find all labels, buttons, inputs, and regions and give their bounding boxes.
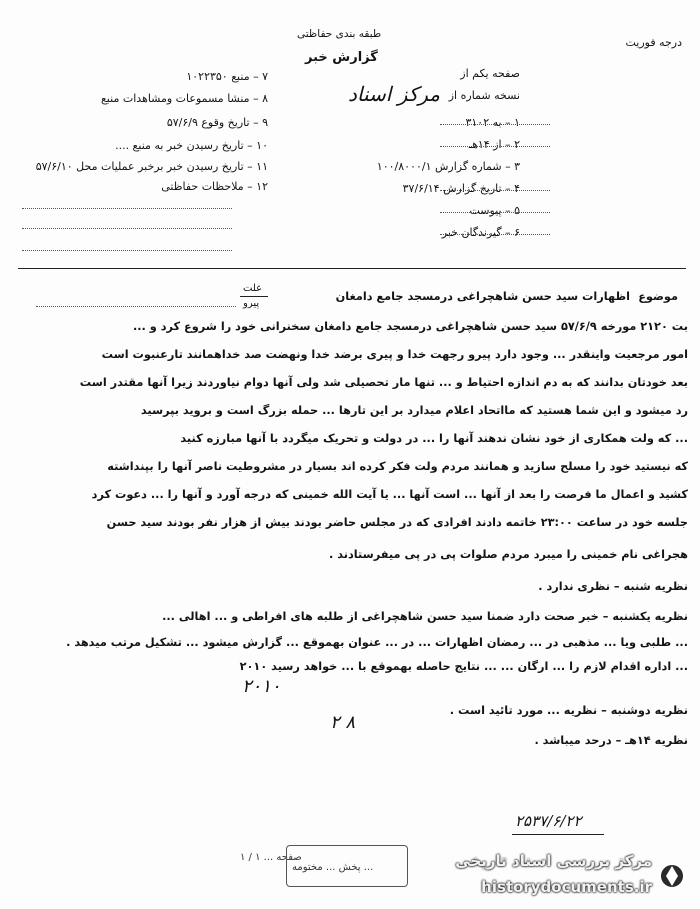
note-sunday-line-1: نظریه یکشنبه – خبر صحت دارد ضمنا سید حسن شاهچراغی از طلبه های افراطی و ... اهالی ... — [162, 610, 688, 623]
body-line-9: هجراغی نام خمینی را میبرد مردم صلوات پی در پی میفرستادند . — [329, 548, 688, 561]
form-title: گزارش خبر — [305, 50, 378, 65]
handwritten-date-stamp: ۲۵۳۷/۶/۲۲ — [515, 812, 582, 830]
watermark-logo-icon — [658, 858, 686, 894]
watermark-url: historydocuments.ir — [481, 878, 652, 896]
dotted-line — [440, 146, 550, 147]
right-field-copy: نسخه شماره از — [448, 89, 520, 102]
margin-note-bottom: پیرو — [243, 298, 260, 309]
body-line-4: رد میشود و این شما هستید که مااتحاد اعلام میدارد بر این تارها ... حمله بزرگ است و بروید بپرسید — [140, 404, 688, 417]
subject-label: موضوع — [638, 290, 678, 303]
body-line-3: بعد خودتان بدانند که به دم اندازه احتیاط و ... تنها مار تحصیلی شد ولی آنها دوام نیاوردند زیرا آنها مقتدر است — [79, 376, 688, 389]
body-line-6: که نیستید خود را مسلح سازید و همانند مردم ولت فکر کرده اند بسیار در مشروطیت ناصر آنها را بپنداشته — [107, 460, 688, 473]
left-field-security-notes: ۱۲ – ملاحظات حفاظتی — [161, 180, 268, 193]
footer-page-stamp: صفحه ... ۱ / ۱ — [240, 852, 302, 863]
left-field-receipt-date: ۱۰ – تاریخ رسیدن خبر به منبع .... — [115, 139, 268, 152]
right-field-attachment: ۵ – پیوست — [469, 204, 520, 217]
margin-note-divider — [240, 296, 268, 297]
body-line-2: امور مرجعیت واینقدر ... وجود دارد پیرو رجهت خدا و پیری برضد خدا ونهضت صد خداهمانند تارعنبوت است — [101, 348, 688, 361]
right-field-recipients: ۶ – گیرندگان خبر — [441, 226, 520, 239]
right-field-report-date: ۴ – تاریخ گزارش ۳۷/۶/۱۴ — [402, 182, 520, 195]
subject-dotted-line — [36, 306, 236, 307]
left-field-event-date: ۹ – تاریخ وقوع ۵۷/۶/۹ — [166, 116, 268, 129]
handwritten-number-mark: ۸ ۲ — [330, 712, 356, 733]
site-watermark — [398, 852, 688, 902]
footer-stamp-box — [286, 845, 408, 887]
right-field-report-number: ۳ – شماره گزارش ۱۰۰/۸۰۰۰/۱ — [376, 160, 520, 173]
note-sunday-line-2: ... طلبی ویا ... مذهبی در ... رمضان اظهارات ... در ... عنوان بهموقع ... گزارش میشود ... تشکیل مرتب میدهد . — [66, 636, 688, 649]
body-line-1: بت ۲۱۲۰ مورخه ۵۷/۶/۹ سید حسن شاهچراغی درمسجد جامع دامغان سخنرانی خود را شروع کرد و ... — [132, 320, 688, 333]
dotted-line — [22, 250, 232, 251]
dotted-line — [440, 190, 550, 191]
margin-note-top: علت — [243, 283, 263, 294]
body-line-8: جلسه خود در ساعت ۲۳:۰۰ خاتمه دادند افرادی که در مجلس حاضر بودند بیش از هزار نفر بودند سید حسن — [106, 516, 688, 529]
right-field-from: ۲ – از ۱۴هـ — [468, 138, 520, 151]
dotted-line — [22, 228, 232, 229]
right-handwriting: مرکز اسناد — [347, 82, 440, 106]
right-field-to: ۱ – به ۳۱۰۲ — [465, 116, 520, 129]
note-monday: نظریه دوشنبه – نظریه ... مورد تائید است . — [449, 704, 688, 717]
body-line-7: کشید و اعمال ما فرصت را بعد از آنها ... است آنها ... یا آیت الله خمینی که درجه آورد و آنها را ... دعوت کرد — [91, 488, 688, 501]
header-separator — [18, 268, 686, 269]
dotted-line — [440, 212, 550, 213]
date-underline — [512, 834, 604, 835]
dotted-line — [440, 124, 550, 125]
note-section-14: نظریه ۱۴هـ – درحد میباشد . — [534, 734, 688, 747]
left-field-ops-date: ۱۱ – تاریخ رسیدن خبر برخبر عملیات محل ۵۷/۶/۱۰ — [35, 160, 268, 173]
handwritten-signature-mark: ۲۰۱۰ — [242, 676, 281, 697]
note-saturday: نظریه شنبه – نظری ندارد . — [538, 580, 688, 593]
watermark-title: مرکز بررسی اسناد تاریخی — [455, 852, 652, 870]
left-field-source: ۷ – منبع ۱۰۲۲۳۵۰ — [186, 70, 268, 83]
subject-text: اظهارات سید حسن شاهچراغی درمسجد جامع دامغان — [335, 290, 630, 303]
left-field-origin: ۸ – منشا مسموعات ومشاهدات منبع — [100, 92, 268, 105]
classification-label: طبقه بندی حفاظتی — [297, 28, 382, 40]
body-line-5: ... که ولت همکاری از خود نشان ندهند آنها را ... در دولت و تحریک میگردد با آنها مبارزه کنید — [180, 432, 688, 445]
note-sunday-line-3: ... اداره اقدام لازم را ... ارگان ... ... نتایج حاصله بهموقع با ... خواهد رسید ۲۰۱۰ — [239, 660, 688, 673]
dotted-line — [22, 208, 232, 209]
priority-label: درجه فوریت — [625, 36, 682, 49]
right-field-page: صفحه یکم از — [460, 67, 520, 80]
dotted-line — [440, 234, 550, 235]
footer-distribution-stamp: ... پخش ... مختومه — [292, 862, 374, 873]
